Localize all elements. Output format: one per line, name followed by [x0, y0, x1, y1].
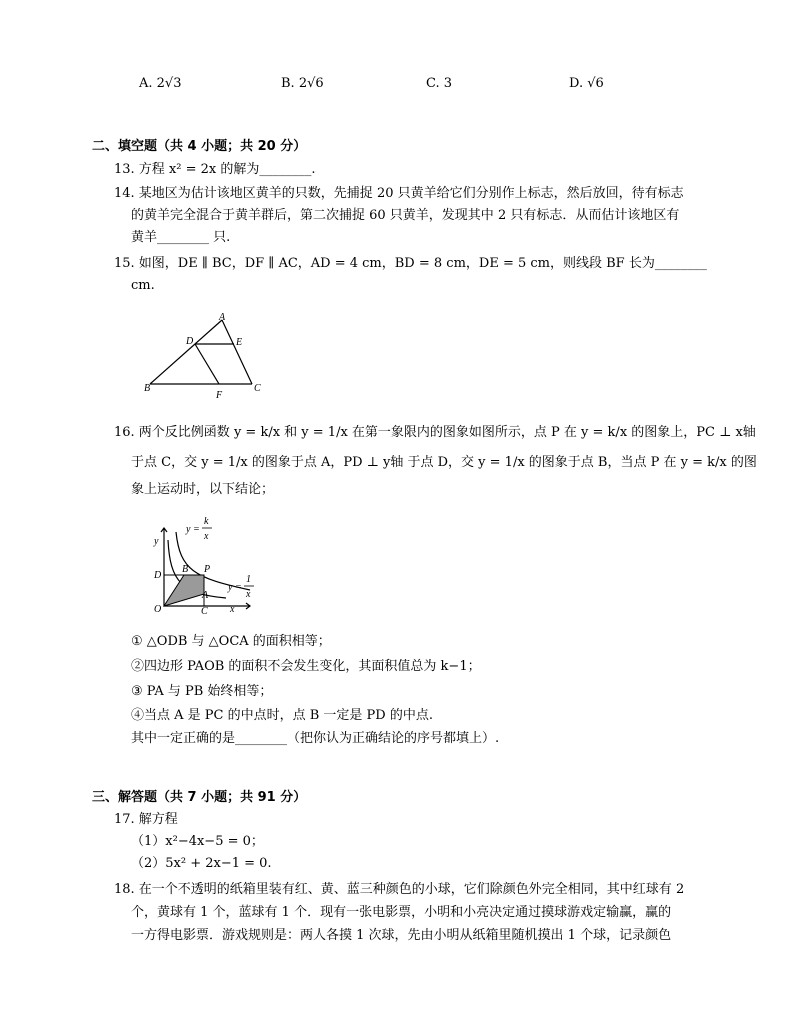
label-A: A: [202, 590, 209, 601]
conclusion-4: ④当点 A 是 PC 的中点时，点 B 一定是 PD 的中点.: [131, 708, 433, 723]
question-18-line-1: 18. 在一个不透明的纸箱里装有红、黄、蓝三种颜色的小球，它们除颜色外完全相同，其中红球有 2: [114, 882, 685, 897]
label-A: A: [219, 312, 226, 323]
option-a: A. 2√3: [139, 76, 182, 91]
question-16-line-3: 象上运动时，以下结论；: [131, 482, 275, 497]
question-15-line-1: 15. 如图，DE ∥ BC，DF ∥ AC，AD = 4 cm，BD = 8 cm，DE = 5 cm，则线段 BF 长为________: [114, 256, 707, 271]
question-15-line-2: cm.: [131, 278, 155, 293]
question-17-part-2: （2）5x² + 2x−1 = 0.: [131, 856, 272, 871]
label-C: C: [254, 383, 261, 394]
conclusion-1: ① △ODB 与 △OCA 的面积相等；: [131, 634, 331, 649]
option-b: B. 2√6: [281, 76, 324, 91]
section-title-solve: 三、解答题（共 7 小题；共 91 分）: [92, 790, 307, 805]
question-16-line-1: 16. 两个反比例函数 y = k/x 和 y = 1/x 在第一象限内的图象如图所示，点 P 在 y = k/x 的图象上，PC ⊥ x轴: [114, 425, 756, 440]
curve-k-label: y =: [186, 524, 200, 535]
label-O: O: [154, 604, 162, 615]
inverse-function-figure: [146, 510, 256, 615]
question-16-line-2: 于点 C，交 y = 1/x 的图象于点 A，PD ⊥ y轴 于点 D，交 y = 1/x 的图象于点 B，当点 P 在 y = k/x 的图: [131, 455, 757, 470]
curve-k-denominator: x: [204, 531, 209, 542]
label-D: D: [154, 570, 162, 581]
curve-1-denominator: x: [246, 589, 251, 600]
section-title-fill-in: 二、填空题（共 4 小题；共 20 分）: [92, 139, 307, 154]
curve-k-numerator: k: [204, 516, 209, 527]
question-14-line-1: 14. 某地区为估计该地区黄羊的只数，先捕捉 20 只黄羊给它们分别作上标志，然后放回，待有标志: [114, 186, 684, 201]
label-F: F: [216, 390, 223, 401]
label-B: B: [144, 383, 151, 394]
question-18-line-2: 个，黄球有 1 个，蓝球有 1 个．现有一张电影票，小明和小亮决定通过摸球游戏定输赢，赢的: [131, 905, 672, 920]
conclusion-3: ③ PA 与 PB 始终相等；: [131, 684, 273, 699]
question-14-line-2: 的黄羊完全混合于黄羊群后，第二次捕捉 60 只黄羊，发现其中 2 只有标志．从而估计该地区有: [131, 208, 680, 223]
question-17-head: 17. 解方程: [114, 812, 178, 827]
option-c: C. 3: [426, 76, 453, 91]
label-x-axis: x: [230, 604, 235, 615]
question-17-part-1: （1）x²−4x−5 = 0；: [131, 834, 264, 849]
question-16-answer-line: 其中一定正确的是________（把你认为正确结论的序号都填上）.: [131, 731, 500, 746]
label-E: E: [236, 337, 243, 348]
option-d: D. √6: [569, 76, 604, 91]
curve-1-label: y =: [228, 582, 242, 593]
label-C: C: [201, 606, 208, 615]
label-P: P: [204, 564, 211, 575]
question-13: 13. 方程 x² = 2x 的解为________.: [114, 162, 316, 177]
label-D: D: [186, 336, 194, 347]
question-18-line-3: 一方得电影票．游戏规则是：两人各摸 1 次球，先由小明从纸箱里随机摸出 1 个球，记录颜色: [131, 928, 672, 943]
conclusion-2: ②四边形 PAOB 的面积不会发生变化，其面积值总为 k−1；: [131, 659, 481, 674]
curve-1-numerator: 1: [246, 574, 251, 585]
label-B: B: [182, 564, 189, 575]
question-14-line-3: 黄羊________ 只.: [131, 230, 231, 245]
triangle-figure: [140, 308, 270, 403]
label-y-axis: y: [154, 536, 159, 547]
